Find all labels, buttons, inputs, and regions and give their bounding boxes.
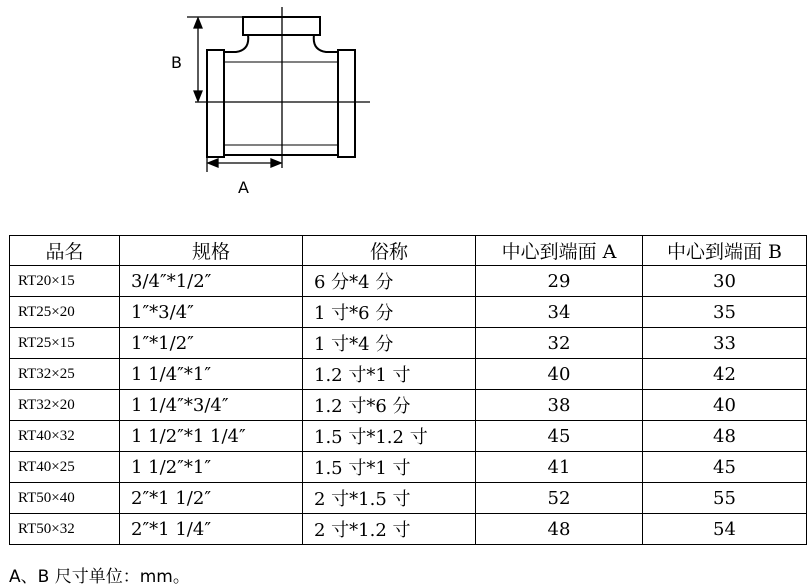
table-row [10, 359, 807, 390]
cell-product-name: RT40×32 [10, 421, 120, 452]
table-row [10, 514, 807, 545]
cell-specification: 2″*1 1/2″ [120, 483, 303, 514]
cell-center-to-end-a: 34 [476, 297, 643, 328]
cell-product-name: RT40×25 [10, 452, 120, 483]
header-center-to-end-a: 中心到端面 A [476, 236, 643, 266]
cell-center-to-end-b: 48 [643, 421, 807, 452]
cell-center-to-end-b: 40 [643, 390, 807, 421]
dimension-a-label: A [238, 178, 249, 197]
cell-center-to-end-b: 42 [643, 359, 807, 390]
dimension-b-label: B [171, 53, 182, 72]
header-specification: 规格 [120, 236, 303, 266]
cell-center-to-end-b: 35 [643, 297, 807, 328]
cell-common-name: 1.5 寸*1.2 寸 [303, 421, 476, 452]
cell-common-name: 1.2 寸*6 分 [303, 390, 476, 421]
cell-product-name: RT25×15 [10, 328, 120, 359]
header-center-to-end-b: 中心到端面 B [643, 236, 807, 266]
cell-center-to-end-b: 54 [643, 514, 807, 545]
cell-common-name: 1.5 寸*1 寸 [303, 452, 476, 483]
cell-center-to-end-a: 29 [476, 266, 643, 297]
table-row [10, 297, 807, 328]
table-header-row [10, 236, 807, 266]
table-row [10, 390, 807, 421]
cell-product-name: RT50×40 [10, 483, 120, 514]
fitting-spec-table [9, 235, 807, 545]
cell-center-to-end-a: 45 [476, 421, 643, 452]
table-row [10, 328, 807, 359]
header-product-name: 品名 [10, 236, 120, 266]
cell-specification: 1″*1/2″ [120, 328, 303, 359]
cell-center-to-end-a: 52 [476, 483, 643, 514]
cell-center-to-end-b: 30 [643, 266, 807, 297]
cell-product-name: RT25×20 [10, 297, 120, 328]
table-row [10, 266, 807, 297]
reducing-tee-drawing [0, 0, 811, 230]
cell-common-name: 2 寸*1.5 寸 [303, 483, 476, 514]
cell-center-to-end-a: 40 [476, 359, 643, 390]
table-row [10, 483, 807, 514]
cell-specification: 1 1/2″*1 1/4″ [120, 421, 303, 452]
cell-center-to-end-b: 45 [643, 452, 807, 483]
cell-common-name: 1.2 寸*1 寸 [303, 359, 476, 390]
table-row [10, 421, 807, 452]
cell-product-name: RT32×25 [10, 359, 120, 390]
cell-specification: 2″*1 1/4″ [120, 514, 303, 545]
right-socket-outline [338, 50, 355, 157]
left-socket-outline [207, 50, 224, 157]
cell-common-name: 6 分*4 分 [303, 266, 476, 297]
cell-specification: 1 1/4″*3/4″ [120, 390, 303, 421]
cell-center-to-end-b: 33 [643, 328, 807, 359]
cell-specification: 1 1/4″*1″ [120, 359, 303, 390]
table-row [10, 452, 807, 483]
cell-center-to-end-a: 41 [476, 452, 643, 483]
cell-specification: 1 1/2″*1″ [120, 452, 303, 483]
cell-center-to-end-a: 32 [476, 328, 643, 359]
header-common-name: 俗称 [303, 236, 476, 266]
cell-center-to-end-a: 48 [476, 514, 643, 545]
cell-center-to-end-a: 38 [476, 390, 643, 421]
cell-product-name: RT50×32 [10, 514, 120, 545]
cell-specification: 1″*3/4″ [120, 297, 303, 328]
body-top-outline [224, 35, 338, 52]
unit-note: A、B 尺寸单位：mm。 [9, 567, 190, 587]
cell-specification: 3/4″*1/2″ [120, 266, 303, 297]
cell-common-name: 1 寸*6 分 [303, 297, 476, 328]
cell-product-name: RT20×15 [10, 266, 120, 297]
cell-product-name: RT32×20 [10, 390, 120, 421]
cell-center-to-end-b: 55 [643, 483, 807, 514]
cell-common-name: 1 寸*4 分 [303, 328, 476, 359]
cell-common-name: 2 寸*1.2 寸 [303, 514, 476, 545]
